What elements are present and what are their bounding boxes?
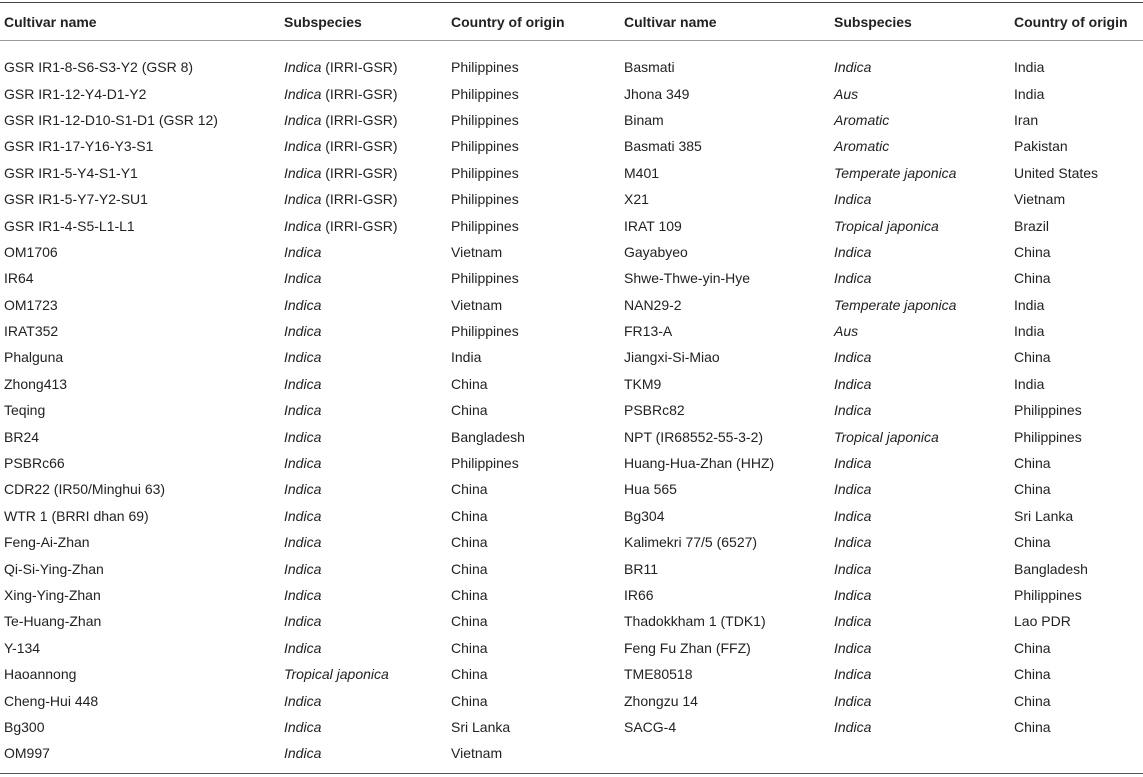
subspecies-left-italic: Indica [284,349,322,366]
country-left: China [451,560,488,577]
table-row [0,608,1143,634]
cultivar-name-left: IR64 [4,270,34,287]
table-header [0,3,1143,41]
country-left: Vietnam [451,243,503,260]
cultivar-name-left: GSR IR1-5-Y7-Y2-SU1 [4,191,148,208]
subspecies-left-italic: Indica [284,745,322,762]
header-cultivar-name-left: Cultivar name [4,13,97,30]
table-row [0,265,1143,291]
country-right: Iran [1014,111,1039,128]
subspecies-right: Indica [834,718,872,735]
country-left: Philippines [451,111,519,128]
subspecies-left-italic: Indica [284,613,322,630]
country-right: Pakistan [1014,138,1068,155]
subspecies-left-suffix: (IRRI-GSR) [321,138,398,155]
cultivar-name-right: FR13-A [624,323,673,340]
subspecies-left-italic: Indica [284,138,322,155]
subspecies-right: Indica [834,375,872,392]
cultivar-name-left: Qi-Si-Ying-Zhan [4,560,104,577]
country-left: Philippines [451,217,519,234]
subspecies-right [830,740,1010,766]
subspecies-left-suffix: (IRRI-GSR) [321,164,398,181]
cultivar-name-right: NAN29-2 [624,296,682,313]
subspecies-right: Temperate japonica [834,296,957,313]
country-right: China [1014,481,1051,498]
subspecies-left-italic: Indica [284,243,322,260]
subspecies-left-italic: Indica [284,111,322,128]
cultivar-name-left: WTR 1 (BRRI dhan 69) [4,507,149,524]
country-left: China [451,375,488,392]
cultivar-name-right: Binam [624,111,664,128]
subspecies-left [280,160,447,186]
country-left: China [451,587,488,603]
cultivar-name-left: Xing-Ying-Zhan [4,587,101,603]
subspecies-right: Indica [834,639,872,656]
country-left: Philippines [451,455,519,472]
table-row [0,239,1143,265]
subspecies-right: Indica [834,402,872,419]
subspecies-right: Indica [834,59,872,76]
subspecies-right: Indica [834,243,872,260]
subspecies-left [280,371,447,397]
table-row [0,344,1143,370]
cultivar-name-left: IRAT352 [4,323,59,340]
cultivar-name-right: TKM9 [624,375,662,392]
cultivar-name-right: Thadokkham 1 (TDK1) [624,613,766,630]
header-row [0,3,1143,41]
table-row [0,397,1143,423]
subspecies-left [280,344,447,370]
table-row [0,503,1143,529]
country-right: India [1014,296,1045,313]
country-right: United States [1014,164,1099,181]
subspecies-left [280,80,447,106]
table-row [0,529,1143,555]
subspecies-right: Indica [834,666,872,683]
cultivar-name-right: Huang-Hua-Zhan (HHZ) [624,455,775,472]
subspecies-left [280,133,447,159]
subspecies-right: Aus [834,323,859,340]
country-right: India [1014,59,1045,76]
country-right: China [1014,243,1051,260]
country-right: China [1014,666,1051,683]
country-right: Philippines [1014,587,1082,603]
subspecies-left [280,186,447,212]
table-row [0,292,1143,318]
cultivar-name-right: Kalimekri 77/5 (6527) [624,534,758,551]
table-row [0,555,1143,581]
country-right: China [1014,692,1051,709]
table-row [0,635,1143,661]
table-row [0,160,1143,186]
country-left: Sri Lanka [451,718,511,735]
subspecies-left [280,212,447,238]
cultivar-name-right: Jiangxi-Si-Miao [624,349,720,366]
subspecies-left [280,476,447,502]
subspecies-right: Indica [834,191,872,208]
subspecies-left-italic: Tropical japonica [284,666,389,683]
cultivar-name-left: Haoannong [4,666,77,683]
country-right [1010,740,1143,766]
cultivar-name-left: OM1723 [4,296,58,313]
subspecies-left-italic: Indica [284,323,322,340]
country-right: Philippines [1014,402,1082,419]
cultivar-name-right: SACG-4 [624,718,677,735]
header-country-right: Country of origin [1014,13,1128,30]
country-right: Philippines [1014,428,1082,445]
subspecies-left-suffix: (IRRI-GSR) [321,191,398,208]
cultivar-name-left: OM1706 [4,243,58,260]
header-cultivar-name-right: Cultivar name [624,13,717,30]
country-right: China [1014,270,1051,287]
subspecies-left [280,54,447,80]
subspecies-left-italic: Indica [284,692,322,709]
subspecies-right: Indica [834,587,872,603]
subspecies-left [280,239,447,265]
cultivar-name-left: Teqing [4,402,46,419]
country-right: India [1014,323,1045,340]
subspecies-left-italic: Indica [284,59,322,76]
table-row [0,450,1143,476]
cultivar-name-left: Feng-Ai-Zhan [4,534,90,551]
subspecies-left [280,292,447,318]
cultivar-name-right: M401 [624,164,660,181]
cultivar-name-left: Phalguna [4,349,64,366]
cultivar-name-right: IRAT 109 [624,217,682,234]
country-right: China [1014,349,1051,366]
table-row [0,476,1143,502]
subspecies-left [280,687,447,713]
country-left: Vietnam [451,745,503,762]
country-right: China [1014,455,1051,472]
subspecies-left-italic: Indica [284,560,322,577]
subspecies-left-suffix: (IRRI-GSR) [321,111,398,128]
subspecies-left-italic: Indica [284,534,322,551]
country-left: Philippines [451,323,519,340]
cultivar-name-right: Basmati 385 [624,138,702,155]
subspecies-right: Indica [834,560,872,577]
country-right: China [1014,718,1051,735]
country-left: China [451,507,488,524]
cultivar-name-right [620,740,830,766]
cultivar-name-right: BR11 [624,560,658,577]
table-row [0,687,1143,713]
subspecies-left-italic: Indica [284,270,322,287]
subspecies-right: Tropical japonica [834,217,939,234]
cultivar-name-left: BR24 [4,428,40,445]
table-row [0,371,1143,397]
country-left: China [451,613,488,630]
subspecies-right: Indica [834,613,872,630]
header-subspecies-left: Subspecies [284,13,362,30]
country-right: China [1014,534,1051,551]
subspecies-right: Aus [834,85,859,102]
cultivar-name-left: PSBRc66 [4,455,65,472]
cultivar-name-left: Te-Huang-Zhan [4,613,102,630]
table-row [0,582,1143,608]
subspecies-left [280,582,447,608]
cultivar-name-left: GSR IR1-4-S5-L1-L1 [4,217,135,234]
bottom-rule [0,773,1143,774]
subspecies-left-italic: Indica [284,587,322,603]
table-row [0,423,1143,449]
subspecies-left [280,107,447,133]
cultivar-name-left: Y-134 [4,639,41,656]
cultivar-name-right: Jhona 349 [624,85,690,102]
subspecies-left-italic: Indica [284,481,322,498]
subspecies-left-italic: Indica [284,217,322,234]
subspecies-left-suffix: (IRRI-GSR) [321,217,398,234]
cultivar-name-right: Basmati [624,59,675,76]
country-left: Vietnam [451,296,503,313]
cultivar-name-right: Zhongzu 14 [624,692,698,709]
subspecies-left [280,608,447,634]
subspecies-left [280,661,447,687]
subspecies-right: Indica [834,481,872,498]
subspecies-left-italic: Indica [284,402,322,419]
country-right: Bangladesh [1014,560,1088,577]
cultivar-name-left: OM997 [4,745,50,762]
subspecies-left [280,318,447,344]
subspecies-left [280,635,447,661]
cultivar-name-left: GSR IR1-12-Y4-D1-Y2 [4,85,147,102]
subspecies-right: Indica [834,270,872,287]
country-right: Vietnam [1014,191,1066,208]
table-row [0,212,1143,238]
subspecies-left-italic: Indica [284,375,322,392]
subspecies-left [280,265,447,291]
subspecies-right: Indica [834,692,872,709]
subspecies-right: Indica [834,534,872,551]
subspecies-left [280,714,447,740]
country-left: Bangladesh [451,428,525,445]
country-left: China [451,692,488,709]
subspecies-left [280,740,447,766]
table-row [0,186,1143,212]
table-row [0,107,1143,133]
subspecies-right: Indica [834,455,872,472]
country-right: Lao PDR [1014,613,1071,630]
table-row [0,133,1143,159]
table-row [0,54,1143,80]
cultivar-name-right: PSBRc82 [624,402,685,419]
country-left: China [451,639,488,656]
subspecies-left-italic: Indica [284,718,322,735]
subspecies-left-italic: Indica [284,639,322,656]
subspecies-left [280,555,447,581]
subspecies-right: Tropical japonica [834,428,939,445]
cultivar-name-left: Zhong413 [4,375,68,392]
subspecies-left-italic: Indica [284,164,322,181]
cultivar-name-left: CDR22 (IR50/Minghui 63) [4,481,166,498]
subspecies-right: Indica [834,507,872,524]
table-row [0,318,1143,344]
country-left: China [451,666,488,683]
subspecies-right: Aromatic [834,138,890,155]
subspecies-left-suffix: (IRRI-GSR) [321,59,398,76]
country-left: Philippines [451,270,519,287]
country-left: Philippines [451,138,519,155]
subspecies-right: Temperate japonica [834,164,957,181]
cultivar-name-left: GSR IR1-5-Y4-S1-Y1 [4,164,138,181]
cultivar-name-right: Shwe-Thwe-yin-Hye [624,270,751,287]
country-right: India [1014,85,1045,102]
cultivar-name-right: NPT (IR68552-55-3-2) [624,428,764,445]
country-left: Philippines [451,191,519,208]
subspecies-left-italic: Indica [284,296,322,313]
country-left: Philippines [451,85,519,102]
subspecies-left [280,450,447,476]
table-row [0,80,1143,106]
country-left: China [451,534,488,551]
country-left: Philippines [451,59,519,76]
table-row [0,714,1143,740]
subspecies-left [280,503,447,529]
country-left: India [451,349,482,366]
subspecies-left [280,423,447,449]
cultivar-table [0,2,1143,767]
cultivar-name-left: GSR IR1-8-S6-S3-Y2 (GSR 8) [4,59,194,76]
subspecies-left-italic: Indica [284,507,322,524]
country-left: Philippines [451,164,519,181]
table-body [0,41,1143,767]
country-right: China [1014,639,1051,656]
spacer-cell [0,41,1143,55]
cultivar-name-left: Bg300 [4,718,45,735]
cultivar-name-right: Bg304 [624,507,665,524]
subspecies-right: Aromatic [834,111,890,128]
country-left: China [451,481,488,498]
subspecies-left-italic: Indica [284,191,322,208]
subspecies-left [280,529,447,555]
table-row [0,661,1143,687]
cultivar-name-left: GSR IR1-17-Y16-Y3-S1 [4,138,154,155]
subspecies-left-italic: Indica [284,85,322,102]
table-row [0,740,1143,766]
header-subspecies-right: Subspecies [834,13,912,30]
subspecies-left [280,397,447,423]
cultivar-name-right: IR66 [624,587,654,603]
cultivar-name-right: Gayabyeo [624,243,688,260]
cultivar-name-right: Feng Fu Zhan (FFZ) [624,639,751,656]
cultivar-name-left: GSR IR1-12-D10-S1-D1 (GSR 12) [4,111,218,128]
country-left: China [451,402,488,419]
country-right: Sri Lanka [1014,507,1074,524]
cultivar-name-right: Hua 565 [624,481,677,498]
cultivar-name-left: Cheng-Hui 448 [4,692,99,709]
subspecies-left-suffix: (IRRI-GSR) [321,85,398,102]
cultivar-name-right: TME80518 [624,666,693,683]
header-country-left: Country of origin [451,13,565,30]
cultivar-name-right: X21 [624,191,649,208]
subspecies-left-italic: Indica [284,428,322,445]
subspecies-right: Indica [834,349,872,366]
country-right: Brazil [1014,217,1050,234]
header-spacer [0,41,1143,55]
subspecies-left-italic: Indica [284,455,322,472]
country-right: India [1014,375,1045,392]
